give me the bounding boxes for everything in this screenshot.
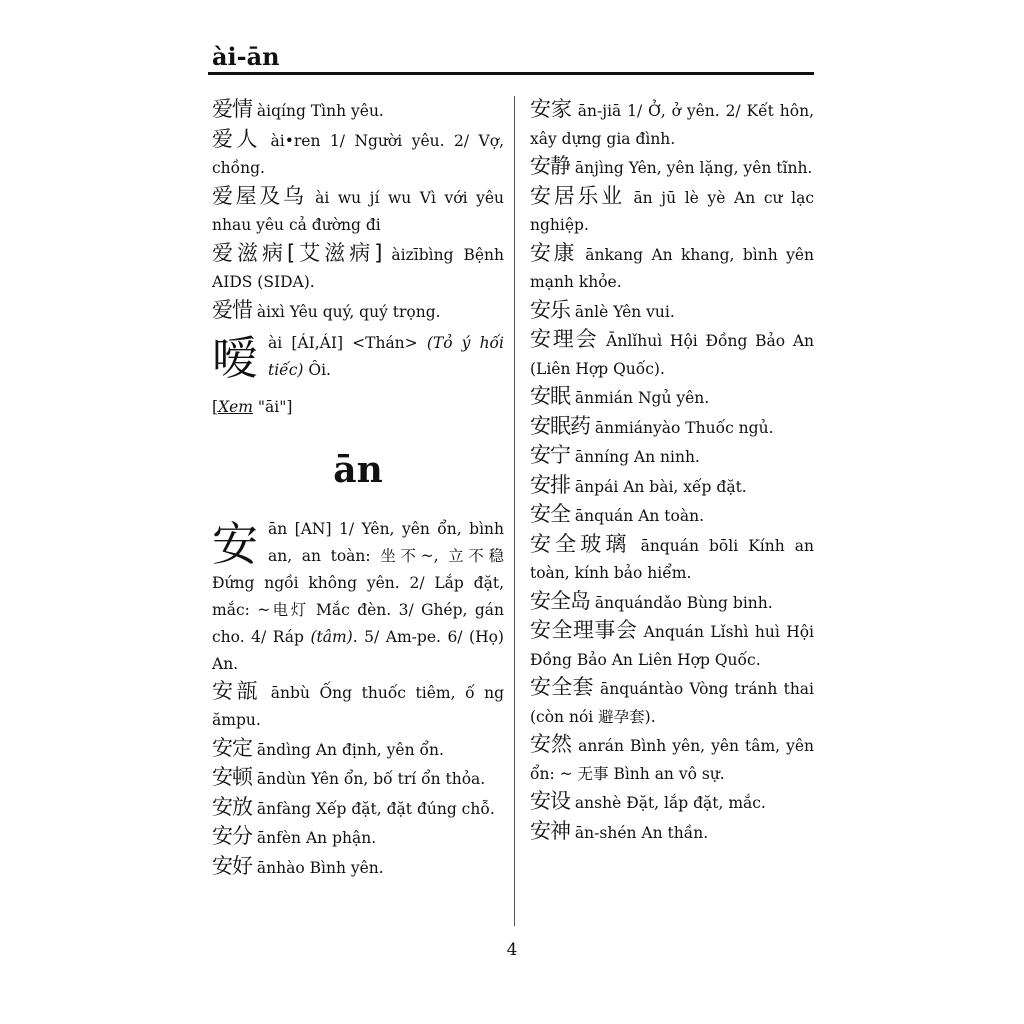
left-bottom-entries <box>212 678 504 883</box>
left-top-entries <box>212 96 504 326</box>
dictionary-entry <box>212 853 504 883</box>
xref-see: Xem <box>218 398 253 416</box>
dictionary-entry <box>530 588 814 618</box>
dictionary-entry <box>530 240 814 297</box>
entry-definition: ānquántào Vòng tránh thai (còn nói 避孕套). <box>530 680 815 726</box>
entry-definition: àiqíng Tình yêu. <box>252 102 384 120</box>
entry-headword: 安全岛 <box>530 588 590 613</box>
dictionary-entry <box>212 240 504 297</box>
entry-headword: 安分 <box>212 824 252 848</box>
entry-definition: ānbù Ống thuốc tiêm, ố ng ămpu. <box>212 683 504 729</box>
entry-definition: āndìng An định, yên ổn. <box>252 740 444 759</box>
dictionary-entry <box>530 442 814 472</box>
dictionary-entry <box>212 678 504 735</box>
entry-definition: ānjìng Yên, yên lặng, yên tĩnh. <box>570 159 813 177</box>
dictionary-entry <box>530 183 814 240</box>
entry-definition: ān-shén An thần. <box>570 823 709 842</box>
entry-definition: anrán Bình yên, yên tâm, yên ổn: ~ 无事 Bình an vô sự. <box>530 737 814 783</box>
entry-headword: 安放 <box>212 794 252 819</box>
entry-headword: 爱屋及乌 <box>212 183 307 208</box>
entry-definition: àizībìng Bệnh AIDS (SIDA). <box>212 245 504 291</box>
dictionary-entry <box>530 153 814 183</box>
entry-definition: ānlè Yên vui. <box>570 302 675 321</box>
entry-headword: 安全套 <box>530 675 594 699</box>
entry-headword: 安眠药 <box>530 413 590 438</box>
entry-definition: ān-jiā 1/ Ở, ở yên. 2/ Kết hôn, xây dựng gia đình. <box>530 102 814 148</box>
entry-definition: ānquán An toàn. <box>570 507 705 525</box>
dictionary-entry <box>530 731 814 788</box>
entry-definition: ānquán bōli Kính an toàn, kính bảo hiểm. <box>530 536 814 582</box>
def-italic: (tâm) <box>310 627 353 646</box>
entry-headword: 安眠 <box>530 384 570 408</box>
dictionary-entry <box>530 501 814 531</box>
entry-headword: 安定 <box>212 735 252 760</box>
entry-headword: 爱滋病[艾滋病] <box>212 240 382 265</box>
dictionary-entry <box>530 96 814 153</box>
entry-headword: 安理会 <box>530 327 599 351</box>
dictionary-entry <box>212 823 504 853</box>
dictionary-entry <box>212 183 504 240</box>
running-head: ài-ān <box>212 42 280 71</box>
dictionary-entry <box>212 735 504 765</box>
entry-definition: ānmián Ngủ yên. <box>570 389 710 407</box>
entry-definition: anshè Đặt, lắp đặt, mắc. <box>570 794 766 812</box>
entry-definition: Anquán Lǐshì huì Hội Đồng Bảo An Liên Hợp Quốc. <box>530 623 815 669</box>
dictionary-entry <box>530 674 814 731</box>
entry-headword: 安神 <box>530 818 570 843</box>
headword-char: 嗳 <box>212 331 258 385</box>
entry-headword: 安康 <box>530 240 577 265</box>
entry-definition: ānfèn An phận. <box>252 829 377 847</box>
def-text-2: Ôi. <box>303 361 331 379</box>
entry-definition: ānfàng Xếp đặt, đặt đúng chỗ. <box>252 799 495 818</box>
headword-an <box>212 516 504 678</box>
entry-headword: 安全玻璃 <box>530 531 631 556</box>
entry-definition: ānmiányào Thuốc ngủ. <box>590 418 774 437</box>
dictionary-entry <box>212 764 504 794</box>
entry-headword: 安静 <box>530 154 570 178</box>
header-rule <box>208 72 814 75</box>
page-number: 4 <box>506 940 518 960</box>
dictionary-entry <box>530 297 814 327</box>
dictionary-entry <box>530 788 814 818</box>
left-column <box>212 96 504 882</box>
right-entries <box>530 96 814 847</box>
entry-definition: Ānlǐhuì Hội Đồng Bảo An (Liên Hợp Quốc). <box>530 332 814 378</box>
dictionary-entry <box>212 126 504 183</box>
dictionary-entry <box>530 818 814 848</box>
entry-definition: āndùn Yên ổn, bố trí ổn thỏa. <box>252 770 486 788</box>
dictionary-entry <box>530 383 814 413</box>
def-text: ān [AN] 1/ Yên, yên ổn, bình an, an toàn: 坐不~, 立不稳 Đứng ngồi không yên. 2/ Lắp đặt, mắc: ~电灯 Mắc đèn. 3/ Ghép, gán cho. 4/ Ráp <box>212 519 504 646</box>
dictionary-entry <box>530 413 814 443</box>
dictionary-entry <box>530 531 814 588</box>
def-italic: (Tỏ ý hối tiếc) <box>268 334 504 379</box>
entry-headword: 安宁 <box>530 443 570 467</box>
def-text: ài [ÁI,ÁI] <Thán> <box>268 334 427 352</box>
entry-definition: ānkang An khang, bình yên mạnh khỏe. <box>530 245 814 291</box>
xref-target: "āi"] <box>252 398 293 416</box>
headword-char: 安 <box>212 516 258 571</box>
entry-headword: 爱情 <box>212 97 252 121</box>
entry-definition: ānquándǎo Bùng binh. <box>590 593 773 612</box>
dictionary-entry <box>212 794 504 824</box>
entry-headword: 安瓿 <box>212 678 262 703</box>
dictionary-entry <box>212 96 504 126</box>
entry-definition: ài•ren 1/ Người yêu. 2/ Vợ, chồng. <box>212 131 504 177</box>
entry-definition: àixì Yêu quý, quý trọng. <box>252 302 441 321</box>
xref-open: [ <box>212 398 219 416</box>
entry-headword: 爱惜 <box>212 297 252 322</box>
entry-headword: 安全理事会 <box>530 618 638 642</box>
entry-headword: 安乐 <box>530 297 570 322</box>
def-text-2: . 5/ Am-pe. 6/ (Họ) An. <box>212 627 504 673</box>
dictionary-entry <box>530 472 814 502</box>
entry-definition: ài wu jí wu Vì với yêu nhau yêu cả đường đi <box>212 188 505 234</box>
entry-headword: 安排 <box>530 472 570 497</box>
dictionary-entry <box>530 617 814 674</box>
cross-reference <box>212 394 504 422</box>
entry-definition: ān jū lè yè An cư lạc nghiệp. <box>530 188 815 234</box>
dictionary-entry <box>530 326 814 383</box>
entry-headword: 安好 <box>212 853 252 878</box>
entry-headword: 安家 <box>530 97 572 121</box>
entry-headword: 安设 <box>530 789 570 813</box>
column-divider <box>514 96 515 926</box>
entry-headword: 安居乐业 <box>530 183 625 208</box>
entry-definition: ānpái An bài, xếp đặt. <box>570 477 747 496</box>
right-column <box>530 96 814 847</box>
entry-headword: 安全 <box>530 502 570 526</box>
headword-ai <box>212 330 504 390</box>
section-title: ān <box>333 448 383 491</box>
entry-definition: ānhào Bình yên. <box>252 858 384 877</box>
entry-definition: ānníng An ninh. <box>570 448 700 466</box>
dictionary-entry <box>212 297 504 327</box>
entry-headword: 爱人 <box>212 126 262 151</box>
entry-headword: 安顿 <box>212 765 252 789</box>
entry-headword: 安然 <box>530 732 573 756</box>
